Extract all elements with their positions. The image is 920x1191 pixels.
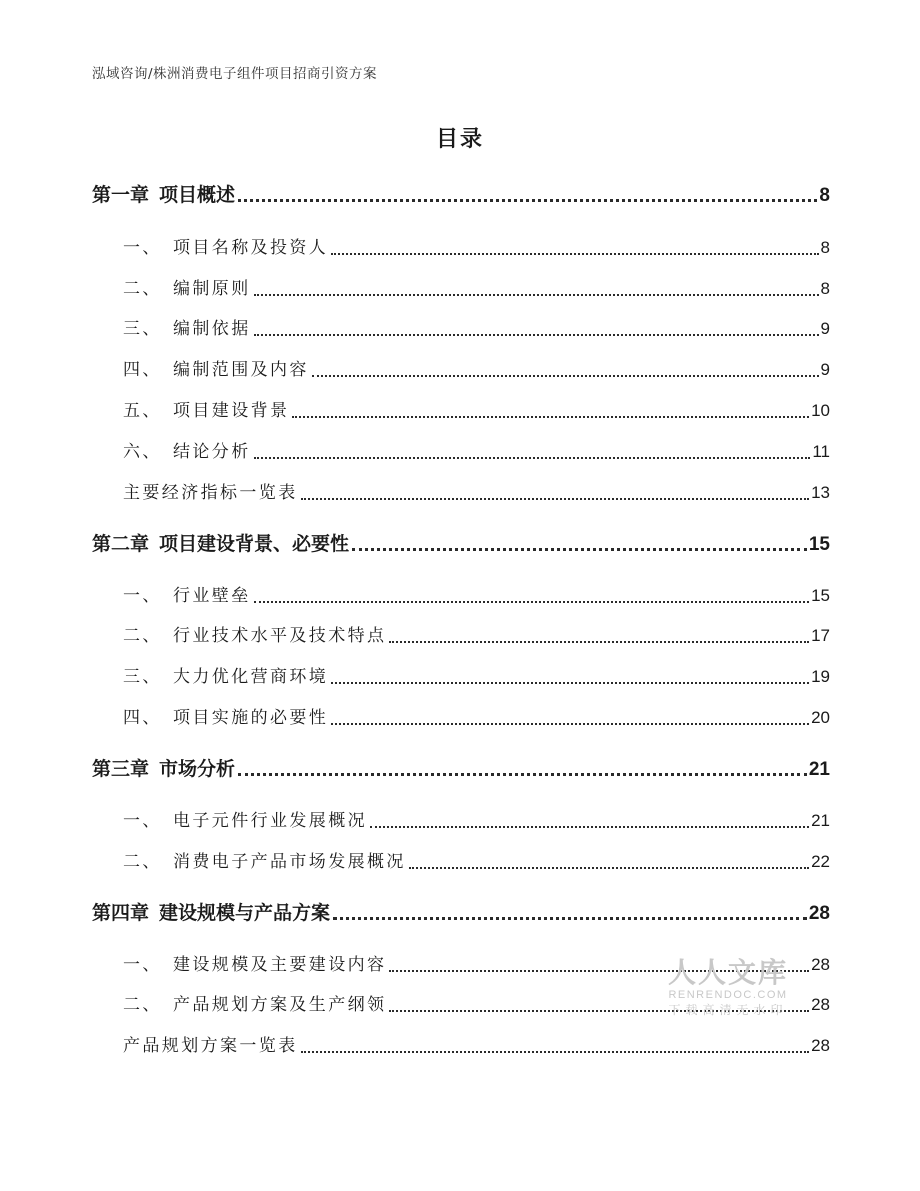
toc-table-entry-economic-indicators[interactable]	[92, 478, 830, 508]
toc-entry-label: 结论分析	[173, 442, 251, 462]
toc-entry-page: 9	[820, 319, 830, 338]
toc-entry-label: 产品规划方案一览表	[123, 1036, 298, 1056]
toc-entry-number: 一、	[123, 955, 162, 975]
toc-entry-page: 21	[808, 759, 830, 780]
toc-entry-page: 9	[820, 360, 830, 379]
toc-leader-dots	[389, 1010, 809, 1012]
toc-leader-dots	[292, 416, 809, 418]
toc-entry-label: 项目名称及投资人	[173, 238, 329, 258]
toc-leader-dots	[352, 548, 807, 551]
toc-entry-label: 项目概述	[159, 184, 236, 206]
toc-entry-page: 8	[819, 185, 830, 206]
toc-section-3-1[interactable]	[92, 806, 830, 836]
toc-leader-dots	[312, 375, 819, 377]
toc-section-1-2[interactable]	[92, 274, 830, 304]
toc-leader-dots	[370, 826, 809, 828]
toc-section-1-5[interactable]	[92, 396, 830, 426]
toc-entry-page: 13	[811, 483, 830, 502]
toc-entry-label: 消费电子产品市场发展概况	[173, 852, 406, 872]
toc-entry-number: 第二章	[92, 533, 150, 555]
toc-entry-page: 19	[811, 667, 830, 686]
toc-entry-page: 8	[820, 279, 830, 298]
toc-section-1-1[interactable]	[92, 233, 830, 263]
toc-entry-label: 市场分析	[159, 758, 236, 780]
toc-entry-label: 建设规模及主要建设内容	[173, 955, 387, 975]
toc-section-4-1[interactable]	[92, 950, 830, 980]
toc-entry-label: 行业壁垒	[173, 586, 251, 606]
toc-chapter-2[interactable]	[92, 529, 830, 559]
toc-leader-dots	[238, 199, 817, 202]
toc-entry-number: 二、	[123, 279, 162, 299]
toc-entry-number: 第四章	[92, 902, 150, 924]
toc-leader-dots	[331, 253, 818, 255]
toc-entry-page: 20	[811, 708, 830, 727]
toc-leader-dots	[254, 294, 819, 296]
toc-entry-page: 17	[811, 626, 830, 645]
toc-leader-dots	[333, 917, 807, 920]
toc-entry-page: 22	[811, 852, 830, 871]
toc-entry-number: 一、	[123, 586, 162, 606]
toc-entry-number: 三、	[123, 667, 162, 687]
toc-entry-label: 行业技术水平及技术特点	[173, 626, 387, 646]
toc-entry-page: 15	[811, 586, 830, 605]
toc-title: 目录	[435, 127, 484, 152]
toc-leader-dots	[389, 970, 809, 972]
toc-chapter-1[interactable]	[92, 180, 830, 210]
toc-entry-page: 8	[820, 238, 830, 257]
toc-leader-dots	[301, 498, 809, 500]
toc-entry-number: 四、	[123, 708, 162, 728]
toc-entry-number: 第三章	[92, 758, 150, 780]
toc-section-2-4[interactable]	[92, 703, 830, 733]
watermark-sub-text: 下载高清无水印	[668, 1003, 788, 1017]
toc-table-entry-product-plan[interactable]	[92, 1031, 830, 1061]
toc-chapter-3[interactable]	[92, 754, 830, 784]
toc-entry-label: 项目建设背景、必要性	[159, 533, 350, 555]
toc-leader-dots	[301, 1051, 809, 1053]
toc-entry-page: 28	[811, 955, 830, 974]
toc-section-1-3[interactable]	[92, 314, 830, 344]
toc-entry-number: 二、	[123, 995, 162, 1015]
toc-entry-label: 大力优化营商环境	[173, 667, 329, 687]
toc-entry-page: 10	[811, 401, 830, 420]
toc-entry-label: 编制原则	[173, 279, 251, 299]
toc-section-3-2[interactable]	[92, 847, 830, 877]
watermark-main-text: 人人文库	[667, 956, 788, 989]
toc-entry-label: 产品规划方案及生产纲领	[173, 995, 387, 1015]
toc-leader-dots	[331, 723, 809, 725]
toc-entry-label: 编制依据	[173, 319, 251, 339]
toc-leader-dots	[254, 601, 809, 603]
toc-leader-dots	[389, 641, 809, 643]
toc-leader-dots	[254, 334, 819, 336]
toc-entry-number: 第一章	[92, 184, 150, 206]
toc-chapter-4[interactable]	[92, 898, 830, 928]
toc-entry-label: 主要经济指标一览表	[123, 483, 298, 503]
toc-section-2-3[interactable]	[92, 662, 830, 692]
toc-section-2-2[interactable]	[92, 621, 830, 651]
toc-entry-number: 二、	[123, 626, 162, 646]
toc-leader-dots	[331, 682, 809, 684]
toc-entry-number: 二、	[123, 852, 162, 872]
watermark-url-text: RENRENDOC.COM	[668, 989, 788, 1001]
toc-entry-page: 28	[811, 995, 830, 1014]
toc-entry-label: 项目建设背景	[173, 401, 290, 421]
toc-section-4-2[interactable]	[92, 990, 830, 1020]
toc-entry-number: 四、	[123, 360, 162, 380]
toc-entry-label: 电子元件行业发展概况	[173, 811, 367, 831]
toc-entry-number: 一、	[123, 811, 162, 831]
toc-entry-page: 28	[808, 903, 830, 924]
toc-leader-dots	[409, 867, 809, 869]
toc-leader-dots	[254, 457, 811, 459]
toc-entry-page: 15	[808, 534, 830, 555]
toc-entry-number: 一、	[123, 238, 162, 258]
toc-leader-dots	[238, 773, 807, 776]
toc-section-2-1[interactable]	[92, 581, 830, 611]
toc-entry-number: 六、	[123, 442, 162, 462]
toc-entry-label: 建设规模与产品方案	[159, 902, 331, 924]
toc-entry-label: 编制范围及内容	[173, 360, 309, 380]
toc-entry-page: 28	[811, 1036, 830, 1055]
toc-entry-number: 三、	[123, 319, 162, 339]
toc-entry-number: 五、	[123, 401, 162, 421]
toc-section-1-6[interactable]	[92, 437, 830, 467]
document-header: 泓域咨询/株洲消费电子组件项目招商引资方案	[92, 66, 378, 82]
toc-entry-label: 项目实施的必要性	[173, 708, 329, 728]
toc-entry-page: 21	[811, 811, 830, 830]
toc-section-1-4[interactable]	[92, 355, 830, 385]
toc-entry-page: 11	[812, 442, 830, 461]
